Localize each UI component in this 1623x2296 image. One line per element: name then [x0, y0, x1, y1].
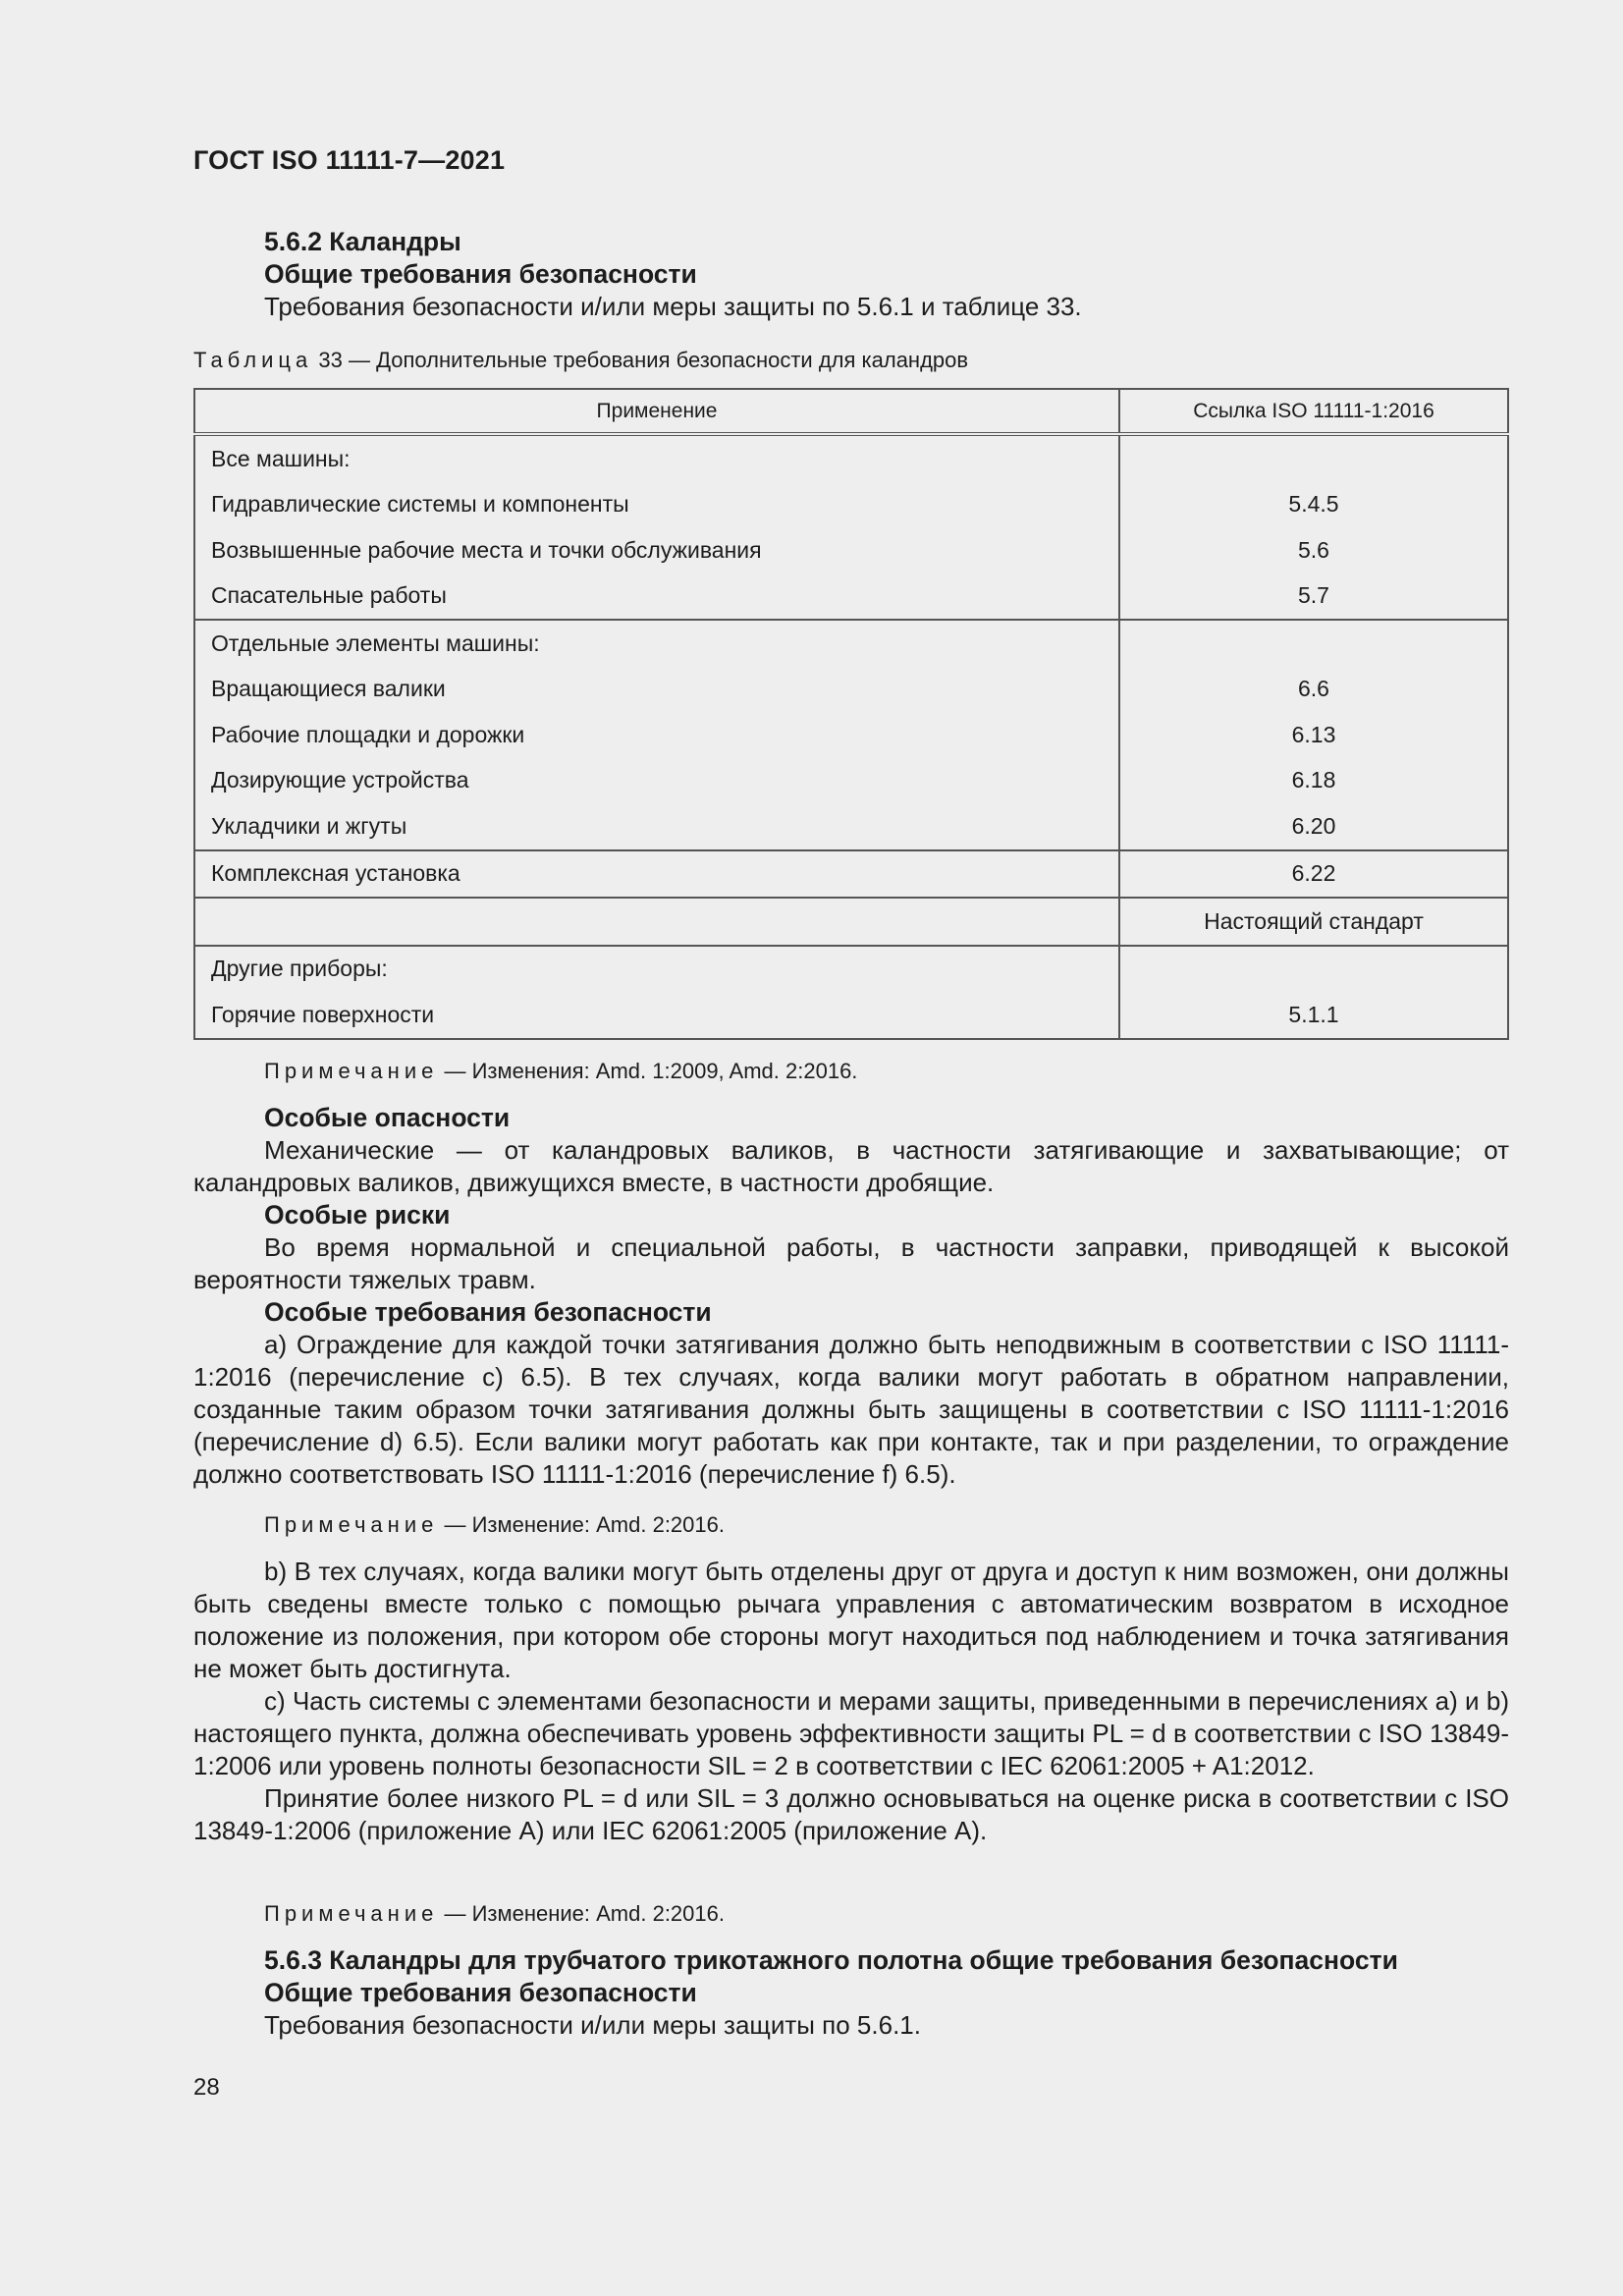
hazards-section: [193, 1102, 1509, 1491]
note-text: — Изменение: Amd. 2:2016.: [444, 1512, 725, 1537]
cell-reference: 6.13: [1119, 712, 1508, 758]
header-reference: Ссылка ISO 11111-1:2016: [1119, 389, 1508, 434]
cell-reference: [1119, 620, 1508, 667]
table-caption: [193, 346, 968, 375]
table-caption-label: Таблица: [193, 348, 313, 372]
table-row: [194, 992, 1508, 1039]
hazards-heading: Особые опасности: [264, 1103, 511, 1132]
table-row: [194, 667, 1508, 713]
note-text: — Изменения: Amd. 1:2009, Amd. 2:2016.: [444, 1059, 858, 1083]
cell-application: Возвышенные рабочие места и точки обслуживания: [194, 527, 1119, 574]
items-b-c: [193, 1556, 1509, 1847]
table-row: [194, 620, 1508, 667]
cell-reference: [1119, 946, 1508, 993]
risks-heading: Особые риски: [264, 1200, 451, 1230]
table-row: [194, 482, 1508, 528]
risks-text: Во время нормальной и специальной работы, в частности заправки, приводящей к высокой вероятности тяжелых травм.: [193, 1232, 1509, 1294]
table-row: [194, 850, 1508, 899]
section-title: 5.6.3 Каландры для трубчатого трикотажного полотна общие требования безопасности: [264, 1945, 1398, 1975]
table-row: [194, 712, 1508, 758]
general-requirements-text: Требования безопасности и/или меры защиты по 5.6.1 и таблице 33.: [264, 292, 1082, 321]
table-row: [194, 574, 1508, 621]
table-row: [194, 758, 1508, 804]
cell-application: Все машины:: [194, 434, 1119, 482]
cell-reference: 5.1.1: [1119, 992, 1508, 1039]
note-2: [264, 1510, 725, 1540]
hazards-text: Механические — от каландровых валиков, в частности затягивающие и захватывающие; от каландровых валиков, движущихся вместе, в частности дробящие.: [193, 1135, 1509, 1197]
table-header-row: [194, 389, 1508, 434]
item-b-text: b) В тех случаях, когда валики могут быть отделены друг от друга и доступ к ним возможен, они должны быть сведены вместе только с помощью рычага управления с автоматическим возвратом в исходное положение из положения, при котором обе стороны могут находиться под наблюдением и точка затягивания не может быть достигнута.: [193, 1557, 1509, 1683]
cell-application: Горячие поверхности: [194, 992, 1119, 1039]
cell-reference: 5.7: [1119, 574, 1508, 621]
item-c-text: c) Часть системы с элементами безопасности и мерами защиты, приведенными в перечислениях a) и b) настоящего пункта, должна обеспечивать уровень эффективности защиты PL = d в соответствии с ISO 13849-1:2006 или уровень полноты безопасности SIL = 2 в соответствии с IEC 62061:2005 + A1:2012.: [193, 1686, 1509, 1780]
general-requirements-heading: Общие требования безопасности: [264, 259, 697, 289]
note-label: Примечание: [264, 1901, 439, 1926]
cell-reference: 6.18: [1119, 758, 1508, 804]
cell-reference: [1119, 434, 1508, 482]
cell-reference: 5.4.5: [1119, 482, 1508, 528]
note-1: [264, 1057, 857, 1086]
page-number: 28: [193, 2074, 220, 2101]
cell-application: Другие приборы:: [194, 946, 1119, 993]
document-header: ГОСТ ISO 11111-7—2021: [193, 145, 506, 175]
item-a-text: a) Ограждение для каждой точки затягивания должно быть неподвижным в соответствии с ISO 11111-1:2016 (перечисление c) 6.5). В тех случаях, когда валики могут работать в обратном направлении, созданные таким образом точки затягивания должны быть защищены в соответствии с ISO 11111-1:2016 (перечисление d) 6.5). Если валики могут работать как при контакте, так и при разделении, то ограждение должно соответствовать ISO 11111-1:2016 (перечисление f) 6.5).: [193, 1330, 1509, 1489]
note-label: Примечание: [264, 1059, 439, 1083]
general-requirements-text: Требования безопасности и/или меры защиты по 5.6.1.: [264, 2010, 921, 2040]
section-title: 5.6.2 Каландры: [264, 227, 461, 256]
cell-reference: 6.22: [1119, 850, 1508, 899]
cell-reference: 6.20: [1119, 803, 1508, 850]
table-row: [194, 946, 1508, 993]
cell-application: Укладчики и жгуты: [194, 803, 1119, 850]
cell-application: Дозирующие устройства: [194, 758, 1119, 804]
header-application: Применение: [194, 389, 1119, 434]
cell-application: Рабочие площадки и дорожки: [194, 712, 1119, 758]
general-requirements-heading: Общие требования безопасности: [264, 1978, 697, 2007]
table-row: [194, 434, 1508, 482]
cell-application: Комплексная установка: [194, 850, 1119, 899]
table-row: [194, 527, 1508, 574]
table-row: [194, 898, 1508, 946]
requirements-table: [193, 388, 1509, 1040]
section-5-6-2: [193, 226, 1580, 323]
special-requirements-heading: Особые требования безопасности: [264, 1297, 712, 1327]
cell-application: Гидравлические системы и компоненты: [194, 482, 1119, 528]
cell-application: Спасательные работы: [194, 574, 1119, 621]
note-text: — Изменение: Amd. 2:2016.: [444, 1901, 725, 1926]
table-caption-text: 33 — Дополнительные требования безопасности для каландров: [318, 348, 969, 372]
table-row: [194, 803, 1508, 850]
cell-reference: Настоящий стандарт: [1119, 898, 1508, 946]
note-3: [264, 1899, 725, 1929]
cell-application: [194, 898, 1119, 946]
note-label: Примечание: [264, 1512, 439, 1537]
item-c-continuation: Принятие более низкого PL = d или SIL = 3 должно основываться на оценке риска в соответствии с ISO 13849-1:2006 (приложение A) или IEC 62061:2005 (приложение A).: [193, 1783, 1509, 1845]
cell-reference: 5.6: [1119, 527, 1508, 574]
cell-application: Отдельные элементы машины:: [194, 620, 1119, 667]
section-5-6-3: [193, 1944, 1580, 2042]
cell-reference: 6.6: [1119, 667, 1508, 713]
cell-application: Вращающиеся валики: [194, 667, 1119, 713]
